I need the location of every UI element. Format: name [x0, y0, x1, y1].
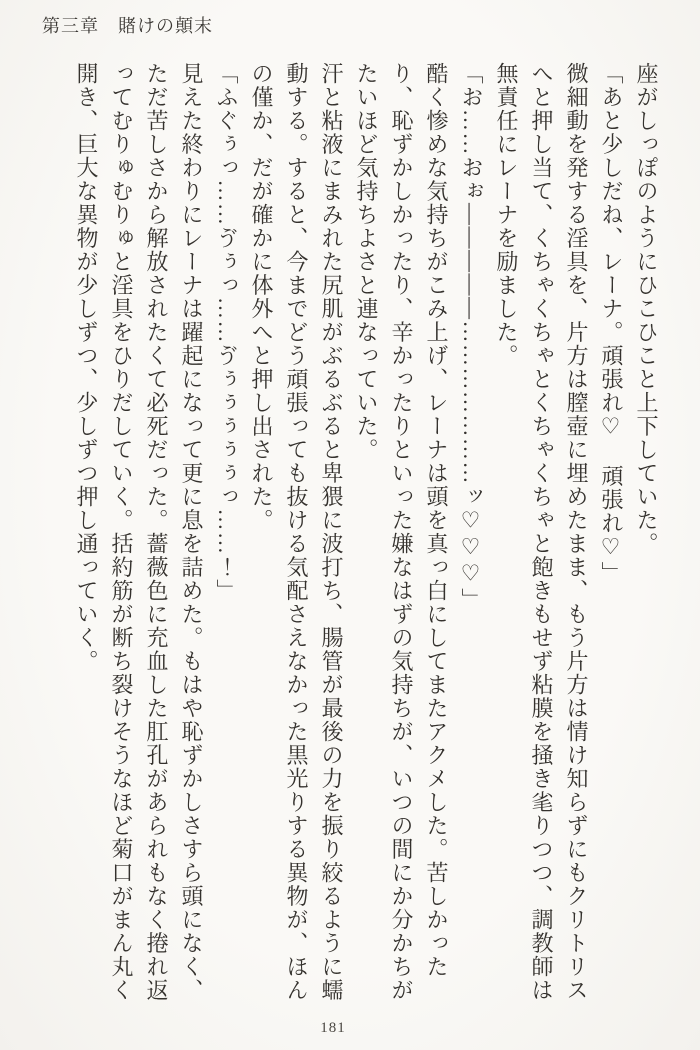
- paragraph-8: 見えた終わりにレーナは躍起になって更に息を詰めた。もはや恥ずかしさすら頭になく、ただ苦しさから解放されたくて必死だった。薔薇色に充血した肛孔があられもなく捲れ返ってむりゅむりゅと淫具をひりだしていく。括約筋が断ち裂けそうなほど菊口がまん丸く開き、巨大な異物が少しずつ、少しずつ押し通っていく。: [74, 62, 204, 1002]
- paragraph-1: 座がしっぽのようにひこひこと上下していた。: [634, 62, 659, 556]
- paragraph-4-dialogue: 「お……おぉ―――――…………………ッ♡♡♡」: [459, 62, 484, 612]
- chapter-header: 第三章 賭けの顛末: [42, 16, 213, 36]
- paragraph-6: 汗と粘液にまみれた尻肌がぶるぶると卑猥に波打ち、腸管が最後の力を振り絞るように蠕動する。すると、今までどう頑張っても抜ける気配さえなかった黒光りする異物が、ほんの僅か、だが確かに体外へと押し出された。: [249, 62, 344, 1002]
- vertical-text-body: [69, 62, 664, 1020]
- page-number: 181: [320, 1020, 346, 1036]
- paragraph-2-dialogue: 「あと少しだね、レーナ。頑張れ♡ 頑張れ♡」: [599, 62, 624, 585]
- paragraph-7-dialogue: 「ふぐぅっ……ゔぅっ……ゔぅぅぅぅぅっ……！」: [214, 62, 239, 603]
- paragraph-5: 酷く惨めな気持ちがこみ上げ、レーナは頭を真っ白にしてまたアクメした。苦しかったり、恥ずかしかったり、辛かったりといった嫌なはずの気持ちが、いつの間にか分かちがたいほど気持ちよさと連なっていた。: [354, 62, 449, 1002]
- paragraph-3: 微細動を発する淫具を、片方は膣壺に埋めたまま、もう片方は情け知らずにもクリトリスへと押し当て、くちゃくちゃとくちゃくちゃと飽きもせず粘膜を掻き毟りつつ、調教師は無責任にレーナを励ました。: [494, 62, 589, 1002]
